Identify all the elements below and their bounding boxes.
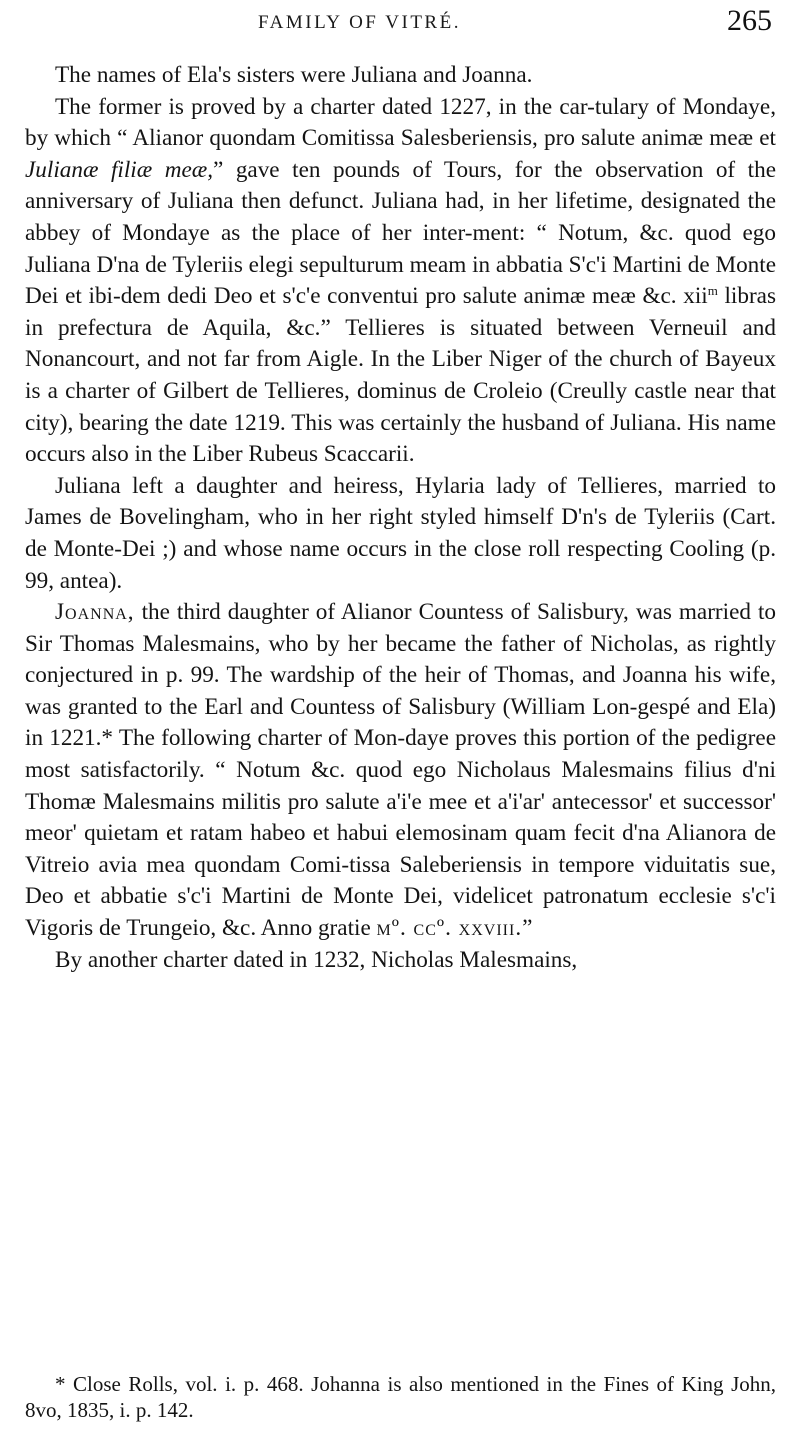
joanna-smallcaps: Joanna, bbox=[55, 599, 135, 626]
italic-phrase: Julianæ filiæ meæ, bbox=[25, 156, 214, 183]
text-run: ” gave ten pounds of Tours, for the observation of the anniversary of Juliana then defunct. Juliana had, in her lifetime, designated the abbey of Mondaye as the place of her inter-ment: “ Notum, &c. quod ego Juliana D'na de Tyleriis elegi sepulturum meam in abbatia S'c'i Martini de Monte Dei et ibi-dem dedi Deo et s'c'e conventui pro salute animæ meæ &c. xii bbox=[25, 156, 777, 310]
paragraph-another-charter: By another charter dated in 1232, Nicholas Malesmains, bbox=[55, 946, 578, 973]
paragraph-juliana-charter bbox=[25, 92, 776, 471]
charter-date: mº. ccº. xxviii. bbox=[376, 915, 523, 942]
footnote-text: * Close Rolls, vol. i. p. 468. Johanna is also mentioned in the Fines of King John, 8vo, 1835, i. p. 142. bbox=[25, 1372, 776, 1422]
text-run: The former is proved by a charter dated 1227, in the car-tulary of Mondaye, by which “ Alianor quondam Comitissa Salesberiensis, pro salute animæ meæ et bbox=[25, 93, 776, 152]
superscript: m bbox=[707, 283, 718, 299]
text-run: libras in prefectura de Aquila, &c.” Tellieres is situated between Verneuil and Nonancourt, and not far from Aigle. In the Liber Niger of the church of Bayeux is a charter of Gilbert de Tellieres, dominus de Croleio (Creully castle near that city), bearing the date 1219. This was certainly the husband of Juliana. His name occurs also in the Liber Rubeus Scaccarii. bbox=[25, 283, 776, 468]
text-run: ” bbox=[522, 915, 533, 942]
paragraph-hylaria: Juliana left a daughter and heiress, Hylaria lady of Tellieres, married to James de Bovelingham, who in her right styled himself D'n's de Tyleriis (Cart. de Monte-Dei ;) and whose name occurs in the close roll respecting Cooling (p. 99, antea). bbox=[25, 472, 776, 594]
paragraph-sisters: The names of Ela's sisters were Juliana and Joanna. bbox=[55, 62, 533, 88]
text-run: the third daughter of Alianor Countess of Salisbury, was married to Sir Thomas Malesmains, who by her became the father of Nicholas, as rightly conjectured in p. 99. The wardship of the heir of Thomas, and Joanna his wife, was granted to the Earl and Countess of Salisbury (William Lon-gespé and Ela) in 1221.* The following charter of Mon-daye proves this portion of the pedigree most satisfactorily. “ Notum &c. quod ego Nicholaus Malesmains filius d'ni Thomæ Malesmains militis pro salute a'i'e mee et a'i'ar' antecessor' et successor' meor' quietam et ratam habeo et habui elemosinam quam fecit d'na Alianora de Vitreio avia mea quondam Comi-tissa Saleberiensis in tempore viduitatis sue, Deo et abbatie s'c'i Martini de Monte Dei, videlicet patronatum ecclesie s'c'i Vigoris de Trungeio, &c. Anno gratie bbox=[25, 599, 776, 942]
paragraph-joanna bbox=[25, 597, 776, 945]
page-number: 265 bbox=[727, 4, 772, 37]
page-header bbox=[0, 4, 800, 44]
main-text bbox=[25, 60, 776, 976]
footnote bbox=[25, 1371, 776, 1423]
running-title: FAMILY OF VITRÉ. bbox=[258, 12, 461, 33]
